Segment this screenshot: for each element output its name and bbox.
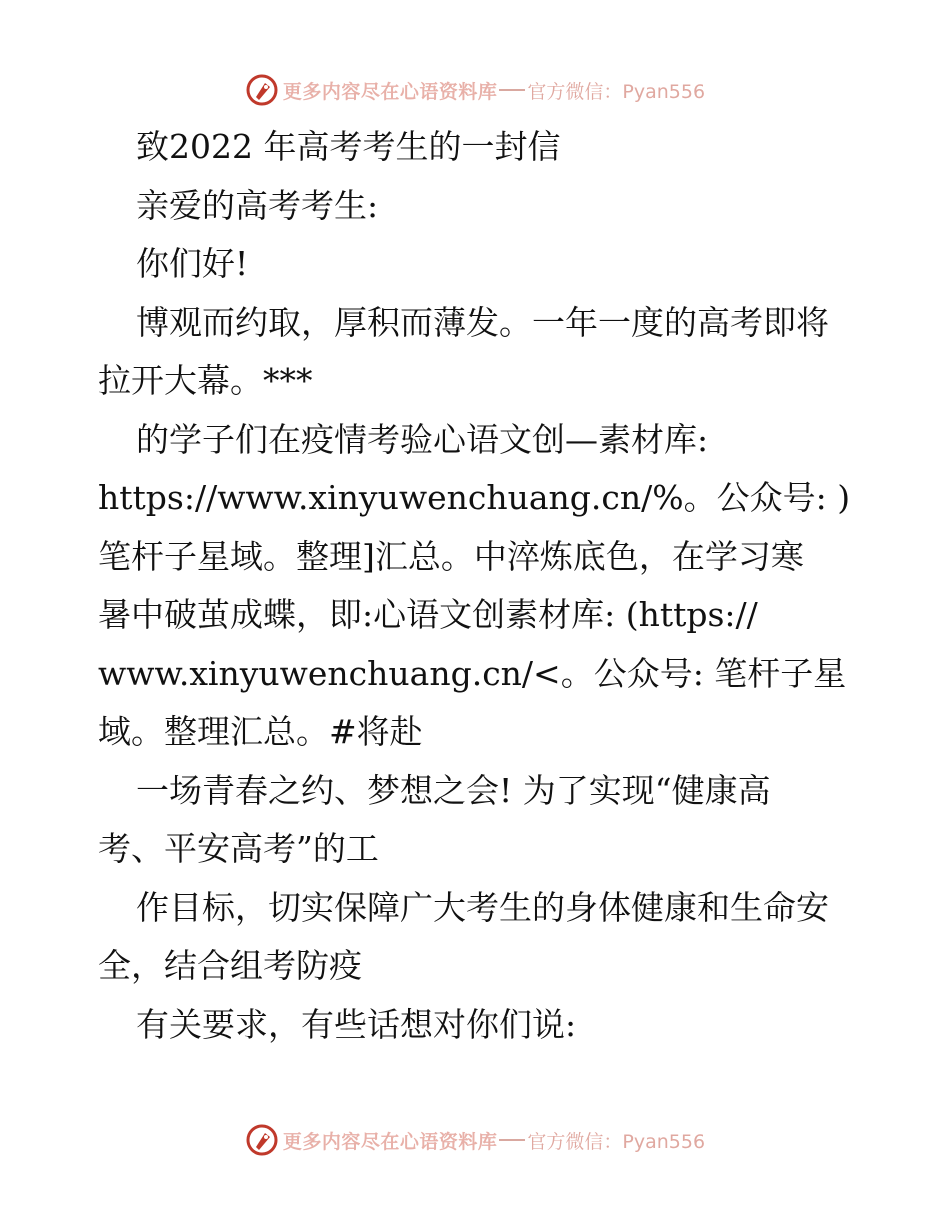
body-line: 博观而约取，厚积而薄发。一年一度的高考即将 [136, 302, 829, 342]
body-line: 致2022 年高考考生的一封信 [136, 127, 561, 166]
letter-body [98, 118, 858, 1054]
footer-banner [0, 1120, 950, 1160]
body-line: 考、平安高考”的工 [98, 829, 379, 868]
body-line: 域。整理汇总。#将赴 [98, 712, 423, 751]
body-line: 你们好! [136, 244, 249, 283]
body-line: 笔杆子星域。整理]汇总。中淬炼底色，在学习寒 [98, 536, 804, 576]
body-line: www.xinyuwenchuang.cn/<。公众号: 笔杆子星 [98, 653, 847, 693]
body-line: 亲爱的高考考生: [136, 185, 379, 225]
header-banner [0, 70, 950, 110]
body-line: 全，结合组考防疫 [98, 946, 362, 985]
body-line: 一场青春之约、梦想之会! 为了实现“健康高 [136, 770, 771, 810]
header-banner-separator [499, 89, 525, 91]
body-line: 的学子们在疫情考验心语文创—素材库: [136, 419, 709, 459]
pen-nib-logo-icon [245, 73, 279, 107]
body-line: 暑中破茧成蝶，即:心语文创素材库: (https:// [98, 595, 758, 634]
body-line: 有关要求，有些话想对你们说: [136, 1004, 577, 1044]
footer-banner-separator [499, 1139, 525, 1141]
footer-banner-text: 更多内容尽在心语资料库 [282, 1130, 498, 1153]
header-banner-wechat: 官方微信：Pyan556 [527, 80, 706, 103]
header-banner-text: 更多内容尽在心语资料库 [282, 80, 498, 103]
pen-nib-logo-icon [245, 1123, 279, 1157]
body-line: 拉开大幕。*** [98, 361, 313, 400]
body-line: 作目标，切实保障广大考生的身体健康和生命安 [136, 887, 829, 927]
body-line: https://www.xinyuwenchuang.cn/%。公众号: ) [98, 478, 851, 517]
footer-banner-wechat: 官方微信：Pyan556 [527, 1130, 706, 1153]
